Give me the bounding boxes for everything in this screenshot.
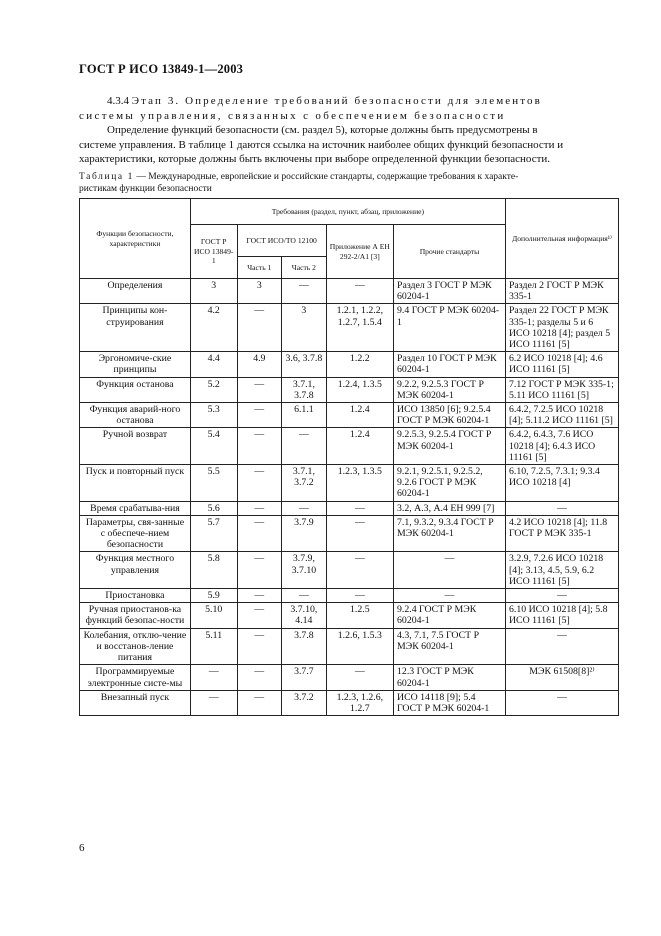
cell-annex: 1.2.6, 1.5.3 xyxy=(326,628,393,665)
cell-other: 12.3 ГОСТ Р МЭК 60204-1 xyxy=(394,665,506,690)
cell-annex: 1.2.3, 1.2.6, 1.2.7 xyxy=(326,690,393,715)
table-caption-text: — Международные, европейские и российские стандарты, содержащие требования к характе- xyxy=(134,172,519,182)
cell-annex: — xyxy=(326,279,393,304)
cell-additional: МЭК 61508[8]²⁾ xyxy=(505,665,618,690)
cell-gost-iso: — xyxy=(190,665,237,690)
table-row xyxy=(80,603,619,628)
cell-part1: — xyxy=(237,690,282,715)
cell-additional: 6.10 ИСО 10218 [4]; 5.8 ИСО 11161 [5] xyxy=(505,603,618,628)
cell-other: ИСО 13850 [6]; 9.2.5.4 ГОСТ Р МЭК 60204-1 xyxy=(394,403,506,428)
cell-gost-iso: 5.7 xyxy=(190,515,237,552)
header-annex: Приложение А ЕН 292-2/А1 [3] xyxy=(326,225,393,279)
cell-gost-iso: 5.9 xyxy=(190,589,237,603)
cell-additional: Раздел 22 ГОСТ Р МЭК 335-1; разделы 5 и 6 ИСО 10218 [4]; раздел 5 ИСО 11161 [5] xyxy=(505,304,618,352)
table-row xyxy=(80,377,619,402)
cell-part2: 3.7.8 xyxy=(282,628,327,665)
cell-additional: 6.4.2, 7.2.5 ИСО 10218 [4]; 5.11.2 ИСО 11161 [5] xyxy=(505,403,618,428)
cell-part1: — xyxy=(237,501,282,515)
header-part1: Часть 1 xyxy=(237,257,282,279)
table-row xyxy=(80,515,619,552)
table-caption-text-2: ристикам функции безопасности xyxy=(79,183,212,194)
paragraph-line1: Определение функций безопасности (см. раздел 5), которые должны быть предусмотрены в xyxy=(107,124,538,136)
cell-gost-iso: 4.2 xyxy=(190,304,237,352)
page-number: 6 xyxy=(79,842,85,854)
cell-part1: — xyxy=(237,377,282,402)
cell-annex: — xyxy=(326,501,393,515)
cell-other: 7.1, 9.3.2, 9.3.4 ГОСТ Р МЭК 60204-1 xyxy=(394,515,506,552)
cell-function: Пуск и повторный пуск xyxy=(80,465,191,502)
cell-annex: 1.2.5 xyxy=(326,603,393,628)
header-functions: Функции безопасности, характеристики xyxy=(80,199,191,279)
cell-part2: 3.7.7 xyxy=(282,665,327,690)
cell-part2: 3.7.1, 3.7.2 xyxy=(282,465,327,502)
header-additional: Дополнительная информация¹⁾ xyxy=(505,199,618,279)
cell-gost-iso: 3 xyxy=(190,279,237,304)
standards-table xyxy=(79,198,619,716)
cell-gost-iso: 5.11 xyxy=(190,628,237,665)
cell-additional: 7.12 ГОСТ Р МЭК 335-1; 5.11 ИСО 11161 [5] xyxy=(505,377,618,402)
cell-part2: 3.6, 3.7.8 xyxy=(282,352,327,377)
cell-annex: 1.2.1, 1.2.2, 1.2.7, 1.5.4 xyxy=(326,304,393,352)
cell-other: 9.4 ГОСТ Р МЭК 60204-1 xyxy=(394,304,506,352)
cell-part2: 3 xyxy=(282,304,327,352)
section-4-3-4 xyxy=(79,94,615,167)
cell-function: Функция местного управления xyxy=(80,552,191,589)
cell-other: 9.2.2, 9.2.5.3 ГОСТ Р МЭК 60204-1 xyxy=(394,377,506,402)
cell-function: Принципы кон-струирования xyxy=(80,304,191,352)
table-row xyxy=(80,428,619,465)
cell-annex: 1.2.3, 1.3.5 xyxy=(326,465,393,502)
cell-part1: — xyxy=(237,515,282,552)
cell-part1: — xyxy=(237,628,282,665)
cell-function: Приостановка xyxy=(80,589,191,603)
cell-function: Время срабатыва-ния xyxy=(80,501,191,515)
cell-part2: — xyxy=(282,589,327,603)
cell-additional: 4.2 ИСО 10218 [4]; 11.8 ГОСТ Р МЭК 335-1 xyxy=(505,515,618,552)
cell-gost-iso: 5.10 xyxy=(190,603,237,628)
cell-gost-iso: — xyxy=(190,690,237,715)
cell-annex: 1.2.4, 1.3.5 xyxy=(326,377,393,402)
cell-other: 3.2, А.3, А.4 ЕН 999 [7] xyxy=(394,501,506,515)
cell-part1: — xyxy=(237,552,282,589)
cell-additional: Раздел 2 ГОСТ Р МЭК 335-1 xyxy=(505,279,618,304)
table-row xyxy=(80,279,619,304)
table-row xyxy=(80,690,619,715)
cell-part2: — xyxy=(282,501,327,515)
cell-other: 9.2.4 ГОСТ Р МЭК 60204-1 xyxy=(394,603,506,628)
cell-additional: — xyxy=(505,501,618,515)
cell-part1: — xyxy=(237,428,282,465)
document-header: ГОСТ Р ИСО 13849-1—2003 xyxy=(79,62,244,76)
table-row xyxy=(80,352,619,377)
header-gost-iso: ГОСТ Р ИСО 13849-1 xyxy=(190,225,237,279)
cell-other: ИСО 14118 [9]; 5.4 ГОСТ Р МЭК 60204-1 xyxy=(394,690,506,715)
cell-part2: 3.7.9, 3.7.10 xyxy=(282,552,327,589)
cell-part2: 3.7.9 xyxy=(282,515,327,552)
cell-part2: 3.7.10, 4.14 xyxy=(282,603,327,628)
cell-function: Параметры, свя-занные с обеспече-нием безопасности xyxy=(80,515,191,552)
cell-function: Внезапный пуск xyxy=(80,690,191,715)
cell-part2: — xyxy=(282,279,327,304)
cell-other: Раздел 3 ГОСТ Р МЭК 60204-1 xyxy=(394,279,506,304)
table-row xyxy=(80,552,619,589)
cell-gost-iso: 5.6 xyxy=(190,501,237,515)
table-caption-label: Таблица 1 xyxy=(79,172,135,182)
table-row xyxy=(80,304,619,352)
cell-function: Функция аварий-ного останова xyxy=(80,403,191,428)
cell-other: — xyxy=(394,552,506,589)
paragraph-line2: системе управления. В таблице 1 даются ссылка на источник наиболее общих функций безопасности и xyxy=(79,138,564,151)
cell-gost-iso: 5.3 xyxy=(190,403,237,428)
cell-function: Эргономиче-ские принципы xyxy=(80,352,191,377)
cell-function: Ручной возврат xyxy=(80,428,191,465)
cell-part1: — xyxy=(237,465,282,502)
cell-part1: — xyxy=(237,403,282,428)
section-heading-text: Этап 3. Определение требований безопасности для элементов xyxy=(131,95,542,107)
cell-annex: 1.2.4 xyxy=(326,403,393,428)
table-row xyxy=(80,665,619,690)
cell-gost-iso: 5.5 xyxy=(190,465,237,502)
cell-function: Колебания, отклю-чение и восстанов-ление питания xyxy=(80,628,191,665)
cell-other: 4.3, 7.1, 7.5 ГОСТ Р МЭК 60204-1 xyxy=(394,628,506,665)
cell-annex: — xyxy=(326,552,393,589)
cell-function: Определения xyxy=(80,279,191,304)
cell-other: 9.2.1, 9.2.5.1, 9.2.5.2, 9.2.6 ГОСТ Р МЭК 60204-1 xyxy=(394,465,506,502)
header-part2: Часть 2 xyxy=(282,257,327,279)
cell-additional: 6.4.2, 6.4.3, 7.6 ИСО 10218 [4]; 6.4.3 ИСО 11161 [5] xyxy=(505,428,618,465)
cell-part2: 6.1.1 xyxy=(282,403,327,428)
table-row xyxy=(80,465,619,502)
table-row xyxy=(80,589,619,603)
cell-other: 9.2.5.3, 9.2.5.4 ГОСТ Р МЭК 60204-1 xyxy=(394,428,506,465)
header-requirements: Требования (раздел, пункт, абзац, приложение) xyxy=(190,199,505,225)
table-row xyxy=(80,628,619,665)
cell-part2: — xyxy=(282,428,327,465)
cell-part1: — xyxy=(237,603,282,628)
cell-part1: 3 xyxy=(237,279,282,304)
cell-additional: 6.10, 7.2.5, 7.3.1; 9.3.4 ИСО 10218 [4] xyxy=(505,465,618,502)
cell-additional: 6.2 ИСО 10218 [4]; 4.6 ИСО 11161 [5] xyxy=(505,352,618,377)
cell-additional: — xyxy=(505,589,618,603)
cell-additional: — xyxy=(505,690,618,715)
paragraph-line3: характеристики, которые должны быть включены при выборе определенной функции безопасности. xyxy=(79,153,551,165)
cell-additional: 3.2.9, 7.2.6 ИСО 10218 [4]; 3.13, 4.5, 5.9, 6.2 ИСО 11161 [5] xyxy=(505,552,618,589)
cell-part2: 3.7.2 xyxy=(282,690,327,715)
cell-annex: 1.2.4 xyxy=(326,428,393,465)
cell-gost-iso: 5.8 xyxy=(190,552,237,589)
cell-annex: — xyxy=(326,589,393,603)
cell-part1: — xyxy=(237,304,282,352)
table-row xyxy=(80,403,619,428)
cell-other: — xyxy=(394,589,506,603)
header-gost-iso-to: ГОСТ ИСО/ТО 12100 xyxy=(237,225,326,257)
cell-part1: — xyxy=(237,665,282,690)
cell-annex: — xyxy=(326,515,393,552)
header-other: Прочие стандарты xyxy=(394,225,506,279)
cell-gost-iso: 4.4 xyxy=(190,352,237,377)
cell-annex: 1.2.2 xyxy=(326,352,393,377)
table-caption xyxy=(79,172,619,195)
cell-additional: — xyxy=(505,628,618,665)
table-row xyxy=(80,501,619,515)
section-number: 4.3.4 xyxy=(107,95,129,107)
cell-part1: — xyxy=(237,589,282,603)
cell-part1: 4.9 xyxy=(237,352,282,377)
cell-gost-iso: 5.4 xyxy=(190,428,237,465)
cell-part2: 3.7.1, 3.7.8 xyxy=(282,377,327,402)
section-heading-line1 xyxy=(79,94,615,109)
cell-function: Ручная приостанов-ка функций безопас-ности xyxy=(80,603,191,628)
cell-function: Программируемые электронные систе-мы xyxy=(80,665,191,690)
section-heading-line2: системы управления, связанных с обеспечением безопасности xyxy=(79,109,506,122)
cell-other: Раздел 10 ГОСТ Р МЭК 60204-1 xyxy=(394,352,506,377)
cell-gost-iso: 5.2 xyxy=(190,377,237,402)
cell-function: Функция останова xyxy=(80,377,191,402)
cell-annex: — xyxy=(326,665,393,690)
